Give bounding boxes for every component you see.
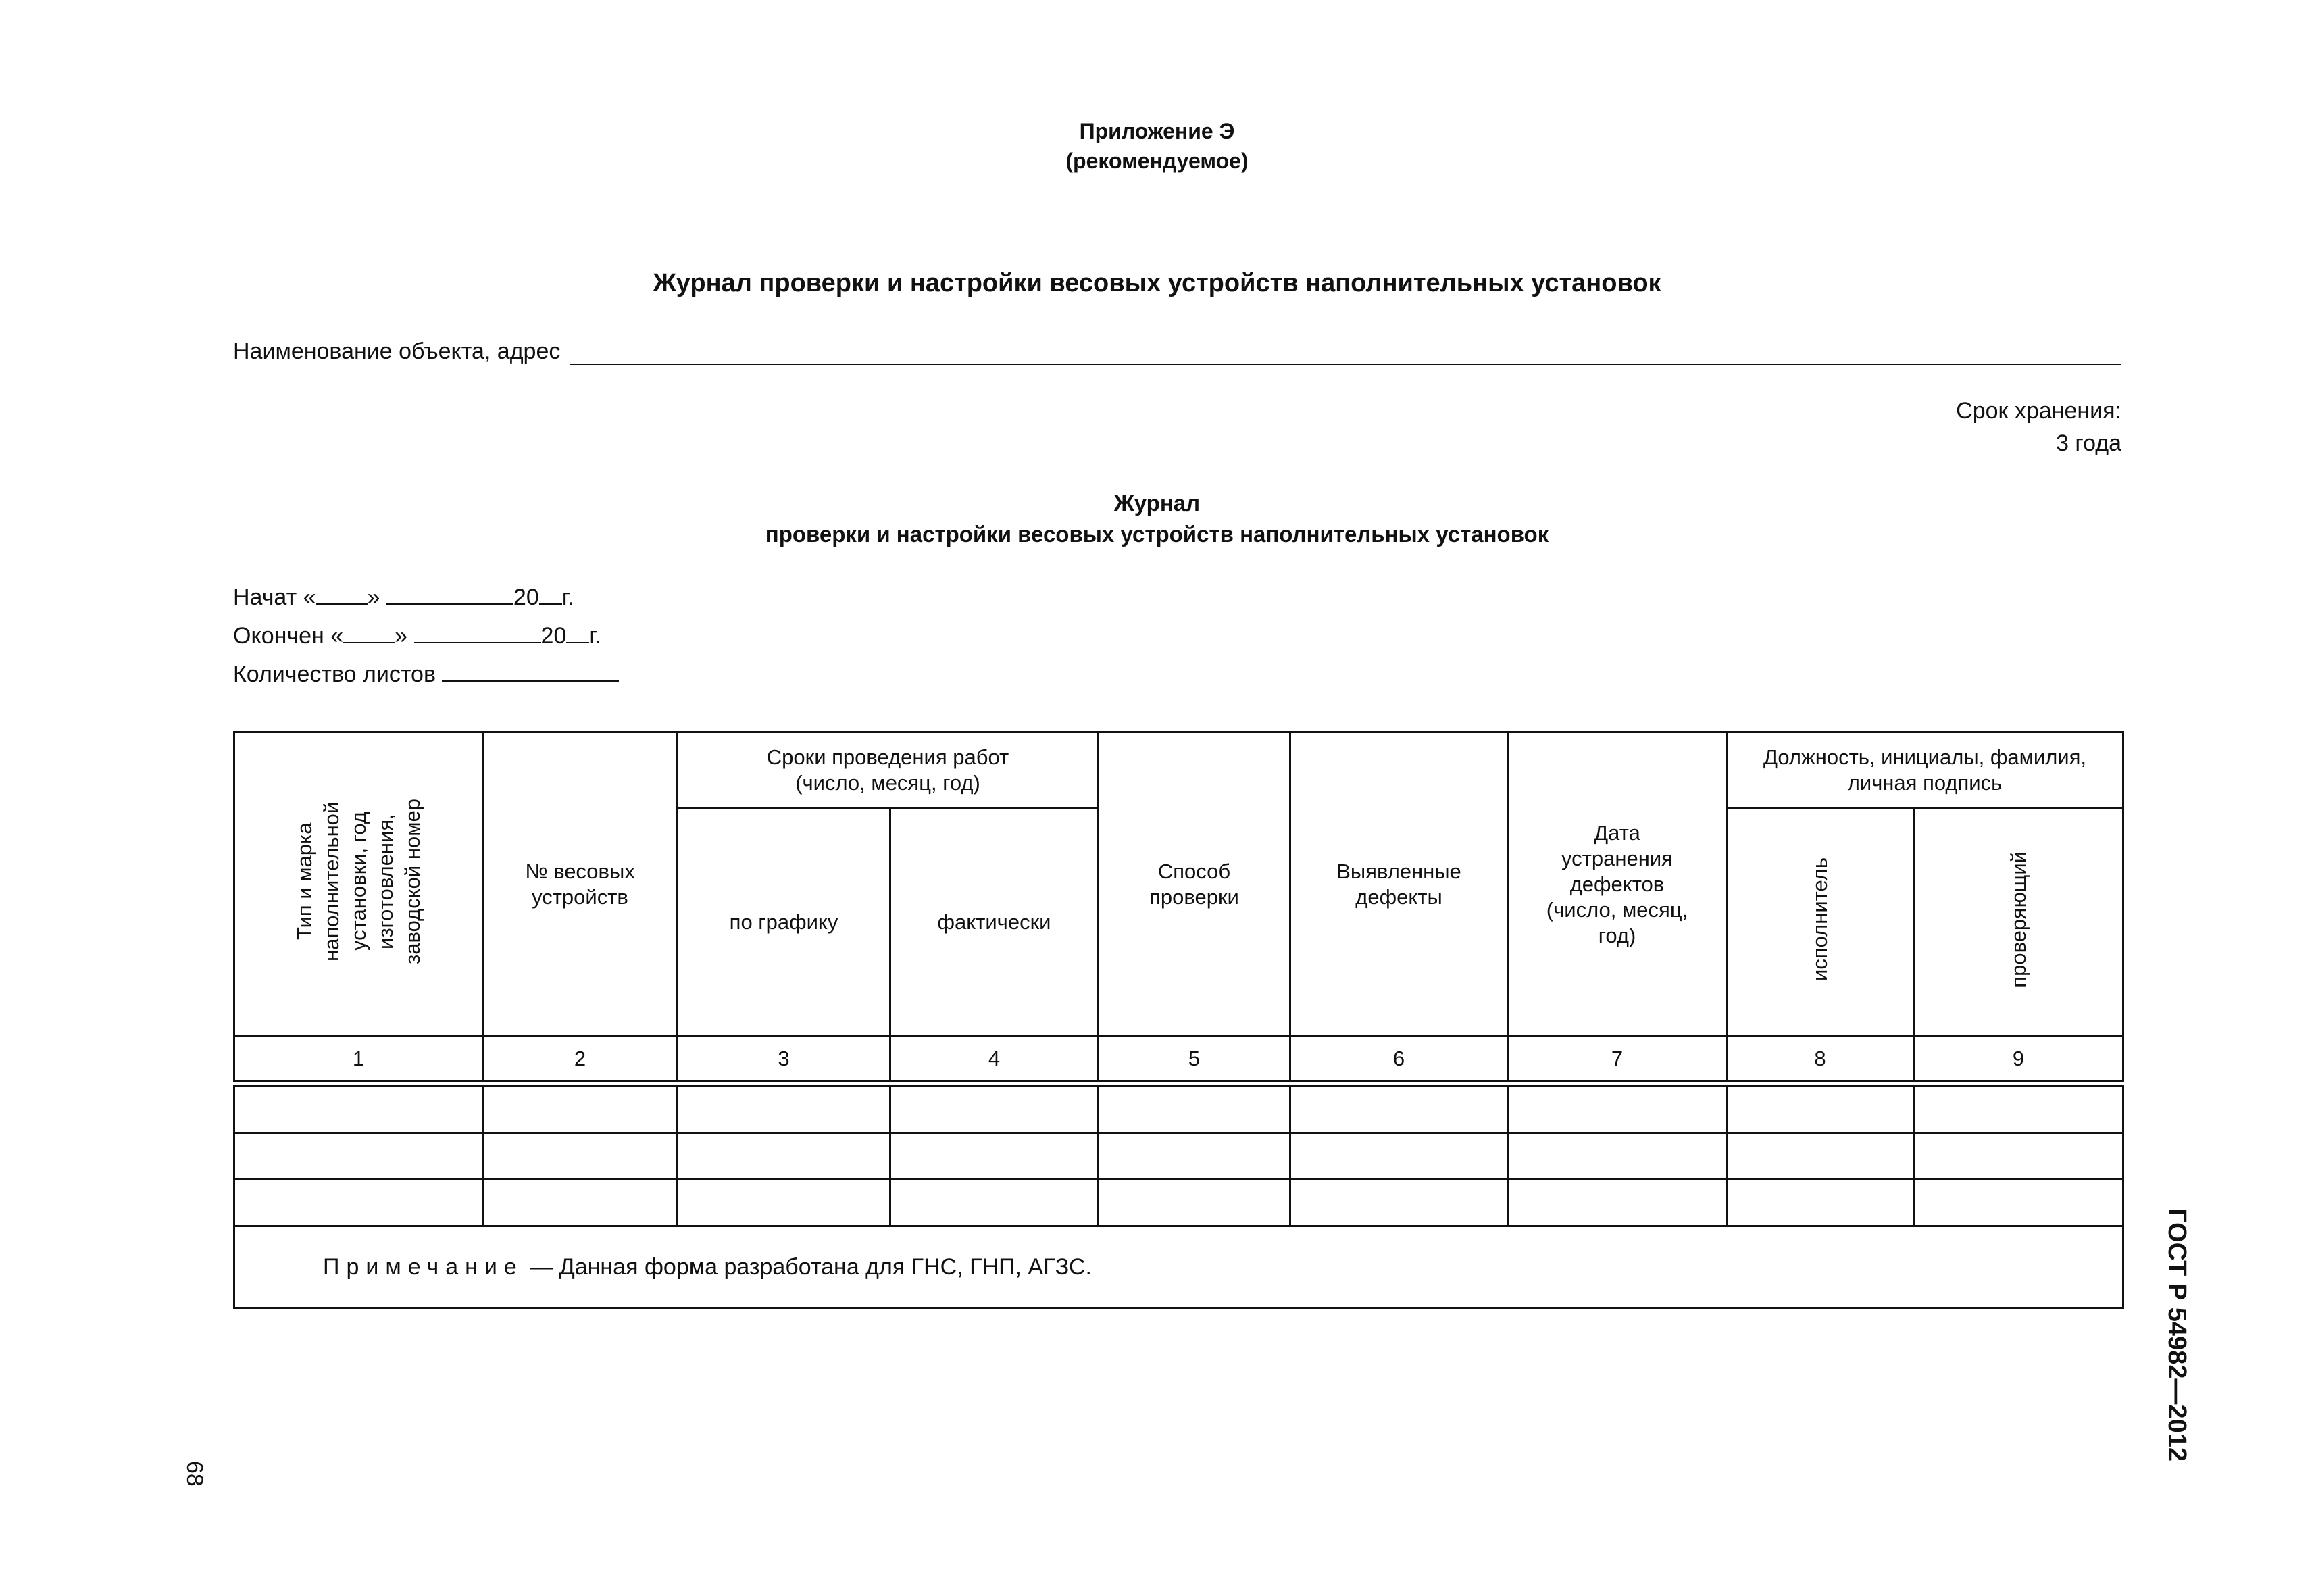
table-cell[interactable]: [1914, 1084, 2123, 1133]
finished-row: [233, 617, 619, 655]
document-code: ГОСТ Р 54982—2012: [2163, 1208, 2191, 1462]
note-cell: [234, 1226, 2123, 1308]
header-performer: [1727, 809, 1914, 1037]
table-cell[interactable]: [890, 1133, 1099, 1180]
sheets-label: Количество листов: [233, 662, 436, 687]
finished-month-field[interactable]: [414, 622, 541, 643]
table-cell[interactable]: [678, 1084, 890, 1133]
column-number: 2: [483, 1037, 678, 1084]
table-cell[interactable]: [234, 1180, 483, 1226]
started-year-prefix: 20: [513, 584, 539, 610]
table-cell[interactable]: [483, 1180, 678, 1226]
header-row-top: [234, 732, 2123, 809]
table-cell[interactable]: [1508, 1084, 1727, 1133]
table-cell[interactable]: [1099, 1133, 1290, 1180]
started-mid: »: [367, 584, 380, 610]
table-cell[interactable]: [1290, 1180, 1508, 1226]
started-label: Начат «: [233, 584, 316, 610]
table-cell[interactable]: [1099, 1180, 1290, 1226]
storage-period: [1956, 395, 2121, 459]
column-number: 9: [1914, 1037, 2123, 1084]
main-title: Журнал проверки и настройки весовых устройств наполнительных установок: [653, 269, 1661, 297]
finished-year-suffix: г.: [589, 623, 602, 649]
header-scheduled: по графику: [678, 809, 890, 1037]
appendix-subtitle: (рекомендуемое): [1065, 149, 1249, 173]
journal-table: [233, 731, 2124, 1309]
table-cell[interactable]: [890, 1084, 1099, 1133]
started-year-field[interactable]: [539, 583, 562, 605]
sheets-count-field[interactable]: [442, 660, 619, 682]
header-work-dates: Сроки проведения работ (число, месяц, год): [678, 732, 1099, 809]
started-row: [233, 578, 619, 617]
column-number-row: [234, 1037, 2123, 1084]
column-number: 3: [678, 1037, 890, 1084]
table-cell[interactable]: [1727, 1084, 1914, 1133]
column-number: 6: [1290, 1037, 1508, 1084]
table-cell[interactable]: [1290, 1084, 1508, 1133]
column-number: 1: [234, 1037, 483, 1084]
journal-title: [0, 488, 2314, 550]
column-number: 7: [1508, 1037, 1727, 1084]
started-month-field[interactable]: [386, 583, 513, 605]
journal-meta: [233, 578, 619, 694]
appendix-title: Приложение Э: [1079, 119, 1235, 143]
object-address-field[interactable]: [570, 341, 2121, 365]
table-cell[interactable]: [1099, 1084, 1290, 1133]
table-cell[interactable]: [234, 1084, 483, 1133]
finished-mid: »: [395, 623, 408, 649]
table-cell[interactable]: [483, 1133, 678, 1180]
header-fix-date: Дата устранения дефектов (число, месяц, год): [1508, 732, 1727, 1037]
sheets-row: [233, 655, 619, 694]
header-inspector: [1914, 809, 2123, 1037]
column-number: 4: [890, 1037, 1099, 1084]
header-performer-text: исполнитель: [1808, 857, 1832, 981]
table-cell[interactable]: [483, 1084, 678, 1133]
started-day-field[interactable]: [316, 583, 368, 605]
table-row: [234, 1084, 2123, 1133]
object-address-row: [233, 335, 2121, 365]
header-defects-found: Выявленные дефекты: [1290, 732, 1508, 1037]
finished-year-prefix: 20: [540, 623, 567, 649]
column-number: 5: [1099, 1037, 1290, 1084]
column-number: 8: [1727, 1037, 1914, 1084]
page-number: 68: [182, 1461, 207, 1487]
appendix-heading: [0, 116, 2314, 176]
finished-year-field[interactable]: [566, 622, 589, 643]
note-label: Примечание: [323, 1254, 524, 1280]
table-cell[interactable]: [1914, 1180, 2123, 1226]
table-row: [234, 1133, 2123, 1180]
table-cell[interactable]: [1727, 1133, 1914, 1180]
table-cell[interactable]: [1508, 1133, 1727, 1180]
table-cell[interactable]: [1290, 1133, 1508, 1180]
header-scale-number: № весовых устройств: [483, 732, 678, 1037]
table-cell[interactable]: [234, 1133, 483, 1180]
finished-day-field[interactable]: [343, 622, 395, 643]
object-label: Наименование объекта, адрес: [233, 339, 561, 364]
note-text: — Данная форма разработана для ГНС, ГНП, АГЗС.: [523, 1254, 1092, 1280]
table-cell[interactable]: [1914, 1133, 2123, 1180]
table-cell[interactable]: [678, 1133, 890, 1180]
journal-title-line2: проверки и настройки весовых устройств наполнительных установок: [765, 522, 1549, 547]
finished-label: Окончен «: [233, 623, 344, 649]
note-row: [234, 1226, 2123, 1308]
header-installation-type: [234, 732, 483, 1037]
table-cell[interactable]: [1727, 1180, 1914, 1226]
table-cell[interactable]: [1508, 1180, 1727, 1226]
journal-title-line1: Журнал: [1113, 491, 1201, 516]
storage-label: Срок хранения:: [1956, 398, 2121, 424]
header-check-method: Способ проверки: [1099, 732, 1290, 1037]
header-actual: фактически: [890, 809, 1099, 1037]
table-cell[interactable]: [890, 1180, 1099, 1226]
table-cell[interactable]: [678, 1180, 890, 1226]
started-year-suffix: г.: [561, 584, 574, 610]
table-row: [234, 1180, 2123, 1226]
header-inspector-text: проверяющий: [2006, 851, 2030, 988]
header-installation-type-text: Тип и марка наполнительной установки, год изготовления, заводской номер: [292, 798, 424, 964]
header-signatures: Должность, инициалы, фамилия, личная подпись: [1727, 732, 2123, 809]
storage-value: 3 года: [2056, 430, 2121, 456]
